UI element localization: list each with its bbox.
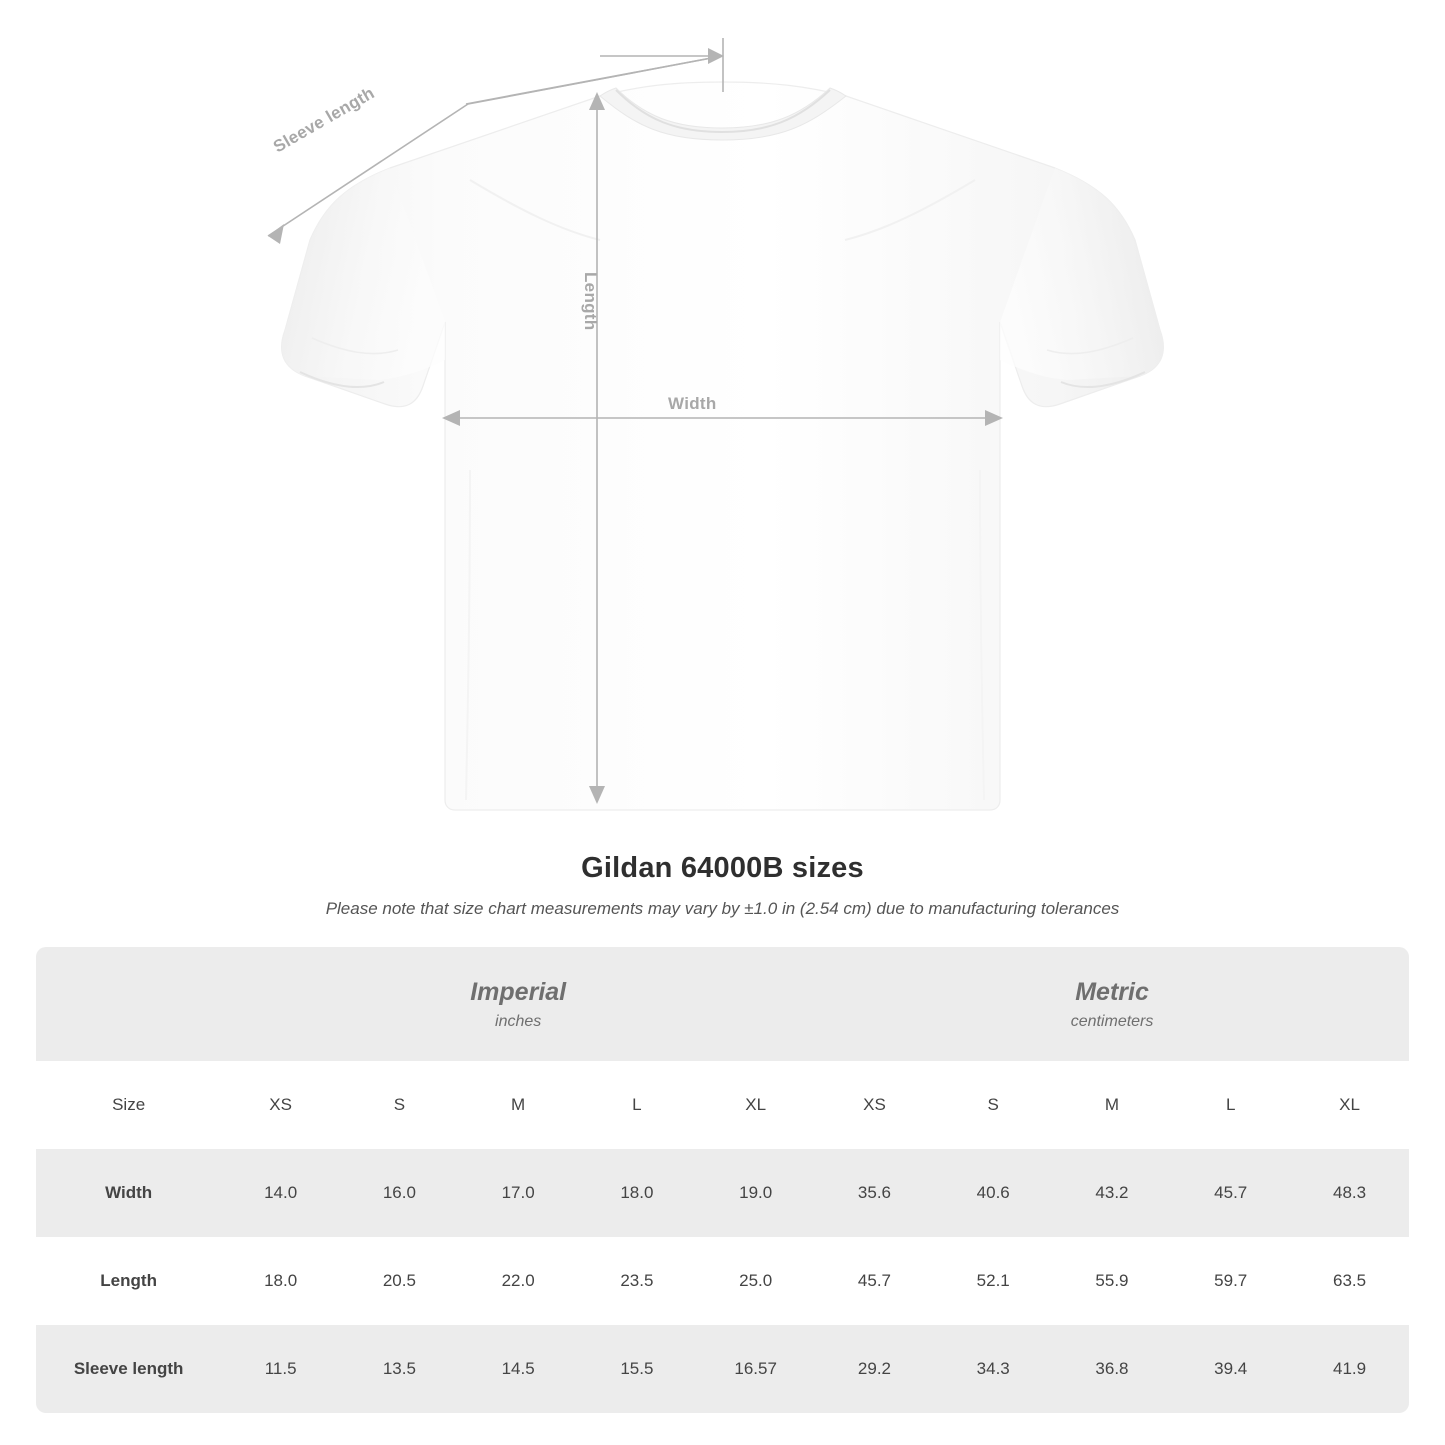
size-header-metric-m: M	[1053, 1061, 1172, 1149]
size-header-metric-xl: XL	[1290, 1061, 1409, 1149]
metric-label: Metric	[1075, 978, 1149, 1007]
length-imperial-xl: 25.0	[696, 1237, 815, 1325]
width-imperial-xs: 14.0	[221, 1149, 340, 1237]
table-row	[36, 1149, 1409, 1237]
sleeve-metric-xs: 29.2	[815, 1325, 934, 1413]
width-imperial-s: 16.0	[340, 1149, 459, 1237]
length-imperial-s: 20.5	[340, 1237, 459, 1325]
row-label-width: Width	[36, 1149, 221, 1237]
sleeve-imperial-s: 13.5	[340, 1325, 459, 1413]
length-imperial-m: 22.0	[459, 1237, 578, 1325]
width-imperial-xl: 19.0	[696, 1149, 815, 1237]
size-header-imperial-l: L	[578, 1061, 697, 1149]
size-column-header: Size	[36, 1061, 221, 1149]
sleeve-length-dimension-label: Sleeve length	[270, 83, 378, 157]
sleeve-metric-s: 34.3	[934, 1325, 1053, 1413]
length-metric-l: 59.7	[1171, 1237, 1290, 1325]
page-title: Gildan 64000B sizes	[581, 852, 864, 884]
size-header-metric-l: L	[1171, 1061, 1290, 1149]
size-header-row	[36, 1061, 1409, 1149]
length-metric-xs: 45.7	[815, 1237, 934, 1325]
width-dimension-label: Width	[668, 394, 717, 413]
length-imperial-l: 23.5	[578, 1237, 697, 1325]
sleeve-metric-l: 39.4	[1171, 1325, 1290, 1413]
sleeve-imperial-m: 14.5	[459, 1325, 578, 1413]
row-label-length: Length	[36, 1237, 221, 1325]
size-header-imperial-xl: XL	[696, 1061, 815, 1149]
width-imperial-l: 18.0	[578, 1149, 697, 1237]
size-table	[36, 947, 1409, 1413]
metric-header	[815, 947, 1409, 1061]
sleeve-imperial-l: 15.5	[578, 1325, 697, 1413]
width-metric-xl: 48.3	[1290, 1149, 1409, 1237]
size-header-imperial-m: M	[459, 1061, 578, 1149]
title-block	[0, 852, 1445, 919]
table-row	[36, 1325, 1409, 1413]
tolerance-note: Please note that size chart measurements may vary by ±1.0 in (2.54 cm) due to manufacturing tolerances	[325, 899, 1120, 918]
width-metric-s: 40.6	[934, 1149, 1053, 1237]
sleeve-metric-xl: 41.9	[1290, 1325, 1409, 1413]
metric-unit: centimeters	[1070, 1012, 1154, 1030]
size-header-imperial-xs: XS	[221, 1061, 340, 1149]
width-metric-l: 45.7	[1171, 1149, 1290, 1237]
length-dimension-label: Length	[581, 272, 600, 331]
imperial-unit: inches	[495, 1012, 542, 1030]
size-header-imperial-s: S	[340, 1061, 459, 1149]
unit-system-header-row	[36, 947, 1409, 1061]
sleeve-imperial-xs: 11.5	[221, 1325, 340, 1413]
table-row	[36, 1237, 1409, 1325]
width-metric-xs: 35.6	[815, 1149, 934, 1237]
row-label-sleeve-length: Sleeve length	[36, 1325, 221, 1413]
header-spacer	[36, 947, 221, 1061]
size-header-metric-xs: XS	[815, 1061, 934, 1149]
sleeve-metric-m: 36.8	[1053, 1325, 1172, 1413]
width-metric-m: 43.2	[1053, 1149, 1172, 1237]
imperial-label: Imperial	[470, 978, 567, 1007]
size-header-metric-s: S	[934, 1061, 1053, 1149]
size-table-wrapper	[36, 947, 1409, 1413]
imperial-header	[221, 947, 815, 1061]
width-imperial-m: 17.0	[459, 1149, 578, 1237]
length-metric-xl: 63.5	[1290, 1237, 1409, 1325]
length-metric-m: 55.9	[1053, 1237, 1172, 1325]
length-imperial-xs: 18.0	[221, 1237, 340, 1325]
length-metric-s: 52.1	[934, 1237, 1053, 1325]
sleeve-imperial-xl: 16.57	[696, 1325, 815, 1413]
